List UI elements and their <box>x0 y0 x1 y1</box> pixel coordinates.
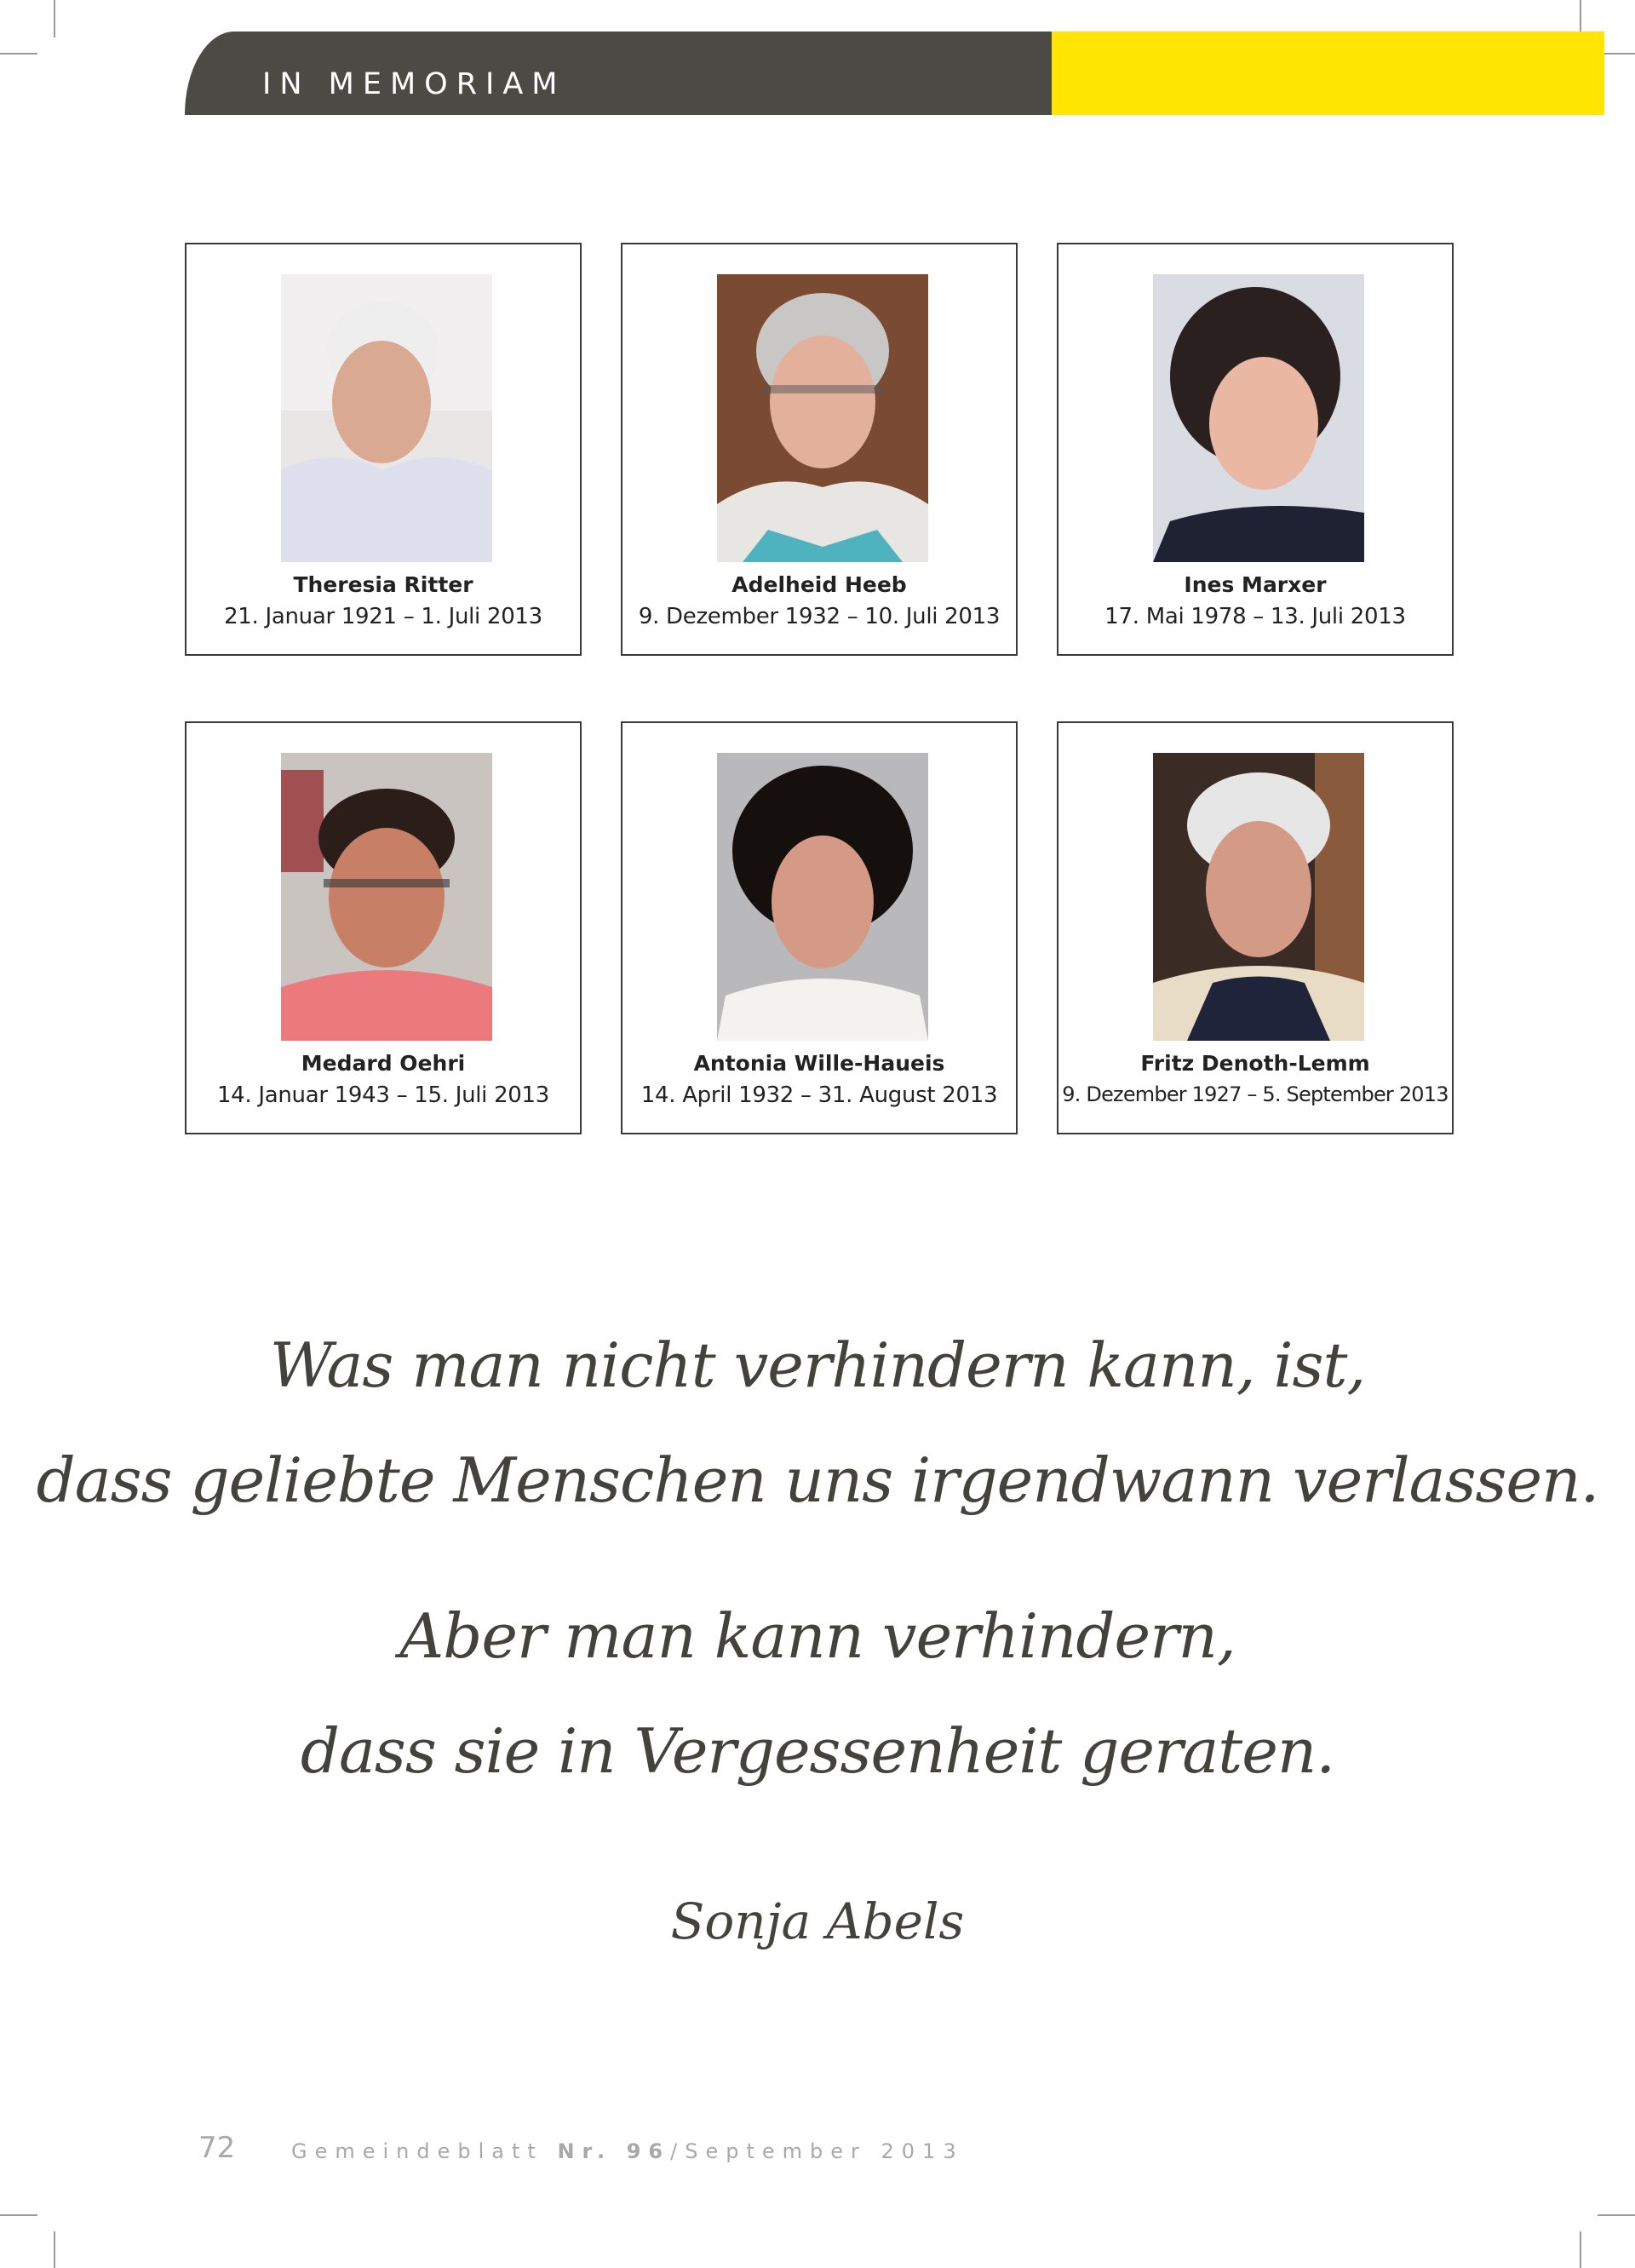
page-number: 72 <box>198 2131 236 2165</box>
crop-mark <box>0 2214 37 2216</box>
crop-mark <box>0 53 37 55</box>
quote-line: dass sie in Vergessenheit geraten. <box>300 1715 1335 1787</box>
portrait-photo <box>281 274 492 562</box>
memorial-dates: 14. Januar 1943 – 15. Juli 2013 <box>216 1082 550 1108</box>
memorial-name: Adelheid Heeb <box>731 572 907 597</box>
memorial-name: Fritz Denoth-Lemm <box>1140 1051 1370 1076</box>
crop-mark <box>54 0 55 37</box>
crop-mark <box>54 2231 55 2268</box>
memorial-name: Medard Oehri <box>301 1051 466 1076</box>
memorial-card <box>1057 721 1454 1134</box>
memorial-name: Ines Marxer <box>1184 572 1327 597</box>
issue-prefix: Nr. <box>557 2139 613 2163</box>
memorial-dates: 17. Mai 1978 – 13. Juli 2013 <box>1104 604 1406 629</box>
memorial-card <box>1057 243 1454 656</box>
page-title: IN MEMORIAM <box>262 67 566 101</box>
publication-name: Gemeindeblatt <box>291 2139 543 2163</box>
quote-line: Aber man kann verhindern, <box>399 1600 1236 1672</box>
portrait-photo <box>1153 274 1364 562</box>
memorial-name: Antonia Wille-Haueis <box>693 1051 945 1076</box>
memorial-name: Theresia Ritter <box>293 572 473 597</box>
header-accent-bar <box>1052 32 1604 115</box>
footer-publication-info <box>291 2139 964 2163</box>
portrait-photo <box>717 274 928 562</box>
quote-line: Was man nicht verhindern kann, ist, <box>269 1329 1366 1401</box>
memorial-dates: 9. Dezember 1927 – 5. September 2013 <box>1062 1082 1449 1106</box>
memorial-dates: 9. Dezember 1932 – 10. Juli 2013 <box>638 604 1001 629</box>
quote-author: Sonja Abels <box>670 1892 965 1950</box>
portrait-photo <box>281 753 492 1041</box>
memorial-card <box>621 243 1018 656</box>
memorial-card <box>621 721 1018 1134</box>
issue-number: 96 <box>626 2139 671 2163</box>
memorial-card <box>185 721 582 1134</box>
memorial-dates: 14. April 1932 – 31. August 2013 <box>640 1082 998 1108</box>
memorial-card <box>185 243 582 656</box>
portrait-photo <box>717 753 928 1041</box>
memorial-dates: 21. Januar 1921 – 1. Juli 2013 <box>224 604 542 629</box>
issue-date: /September 2013 <box>670 2139 964 2163</box>
portrait-photo <box>1153 753 1364 1041</box>
crop-mark <box>1598 2214 1635 2216</box>
quote-line: dass geliebte Menschen uns irgendwann verlassen. <box>36 1444 1599 1516</box>
crop-mark <box>1580 2231 1581 2268</box>
